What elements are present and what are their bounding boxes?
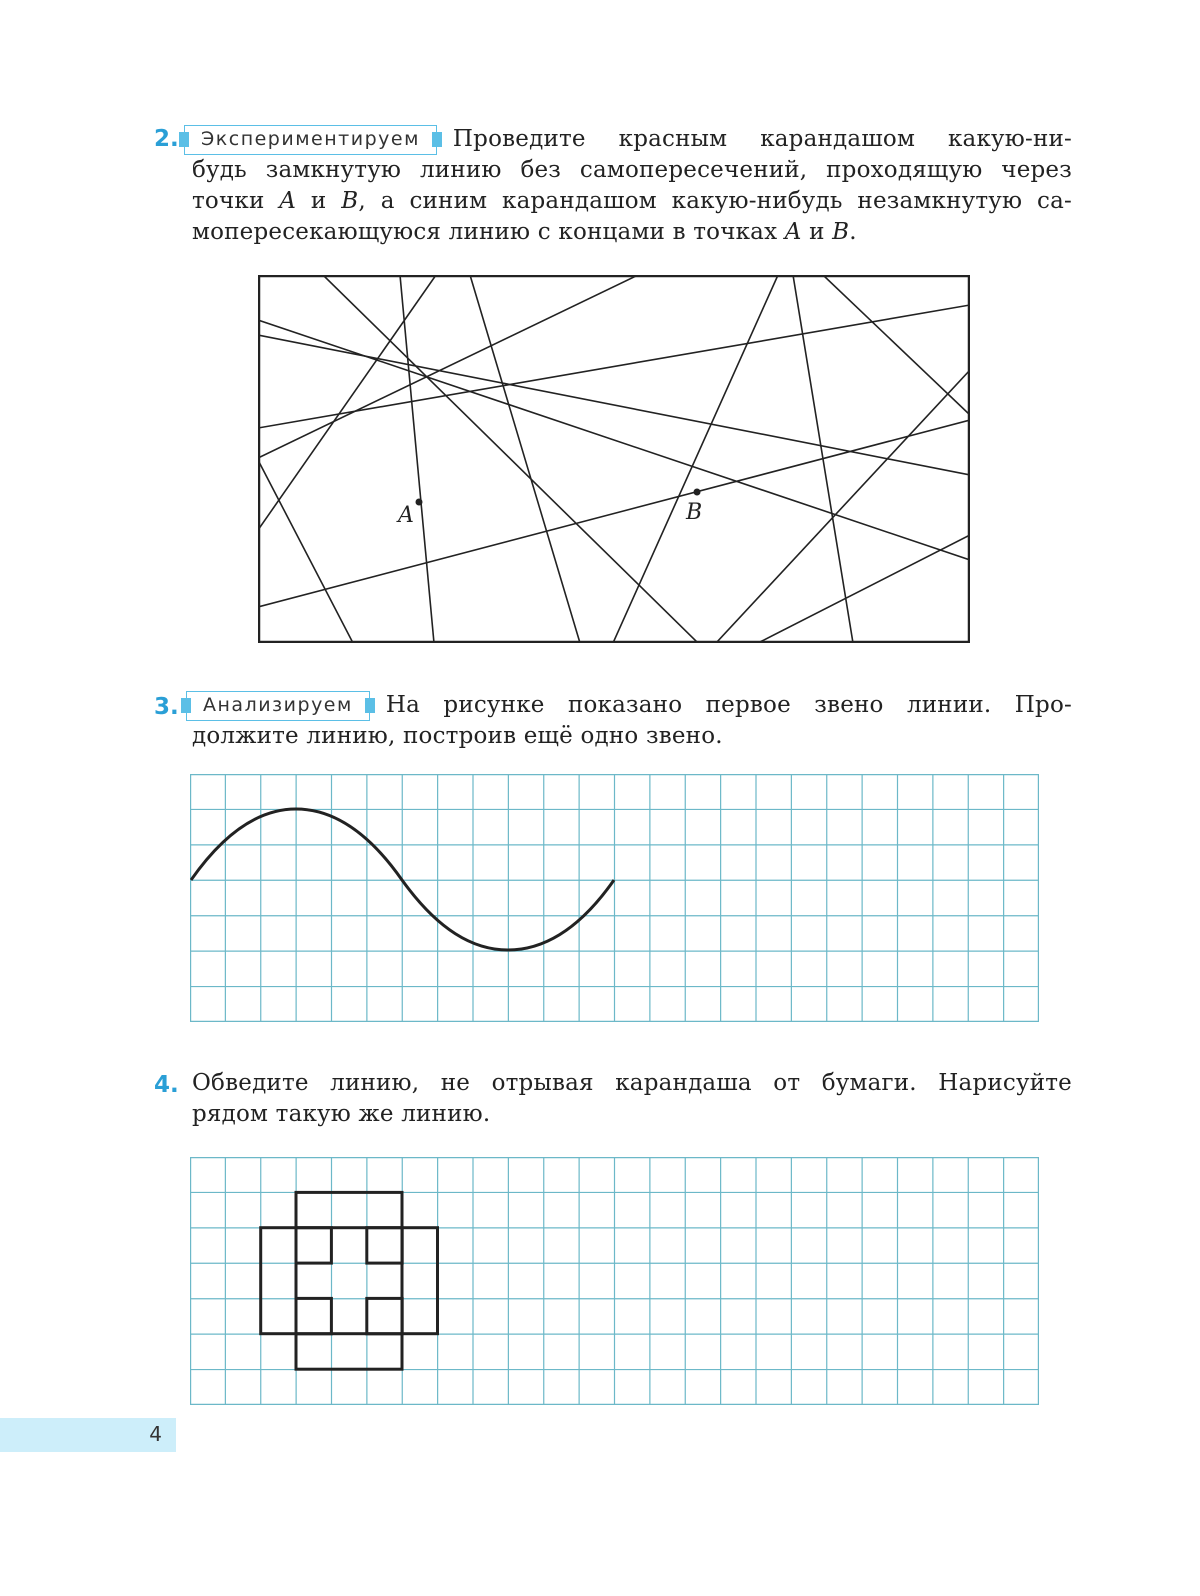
trace-figure — [261, 1192, 438, 1369]
text-line: должите линию, построив ещё одно звено. — [192, 723, 723, 749]
tag-analyze: Анализируем — [186, 691, 370, 721]
task-4-text — [192, 1068, 1072, 1130]
task-number: 4. — [154, 1072, 179, 1098]
task-2-text — [192, 124, 1072, 248]
page-number: 4 — [149, 1422, 162, 1446]
task-number: 3. — [154, 694, 179, 720]
figure-grid — [190, 1157, 1039, 1405]
point-a-label: A — [398, 503, 414, 528]
text-line: Проведите красным карандашом какую-ни- — [452, 126, 1072, 152]
text-line: точки A и B, а синим карандашом какую-нибудь незамкнутую са- — [192, 188, 1072, 214]
lines-figure — [258, 275, 970, 643]
point-a — [416, 499, 423, 506]
task-3-text — [192, 690, 1072, 752]
point-name: B — [341, 188, 359, 214]
wave-grid — [190, 774, 1039, 1022]
page-number-band — [0, 1418, 176, 1452]
point-b — [694, 489, 701, 496]
task-number: 2. — [154, 126, 179, 152]
text-line: мопересекающуюся линию с концами в точках A и B. — [192, 219, 857, 245]
text-line: будь замкнутую линию без самопересечений, проходящую через — [192, 157, 1072, 183]
tag-experiment: Экспериментируем — [184, 125, 437, 155]
text-line: Обведите линию, не отрывая карандаша от бумаги. Нарисуйте — [192, 1070, 1072, 1096]
point-name: A — [279, 188, 297, 214]
point-name: A — [784, 219, 802, 245]
text-line: рядом такую же линию. — [192, 1101, 491, 1127]
point-name: B — [832, 219, 850, 245]
point-b-label: B — [686, 500, 703, 525]
text-line: На рисунке показано первое звено линии. Про- — [385, 692, 1072, 718]
